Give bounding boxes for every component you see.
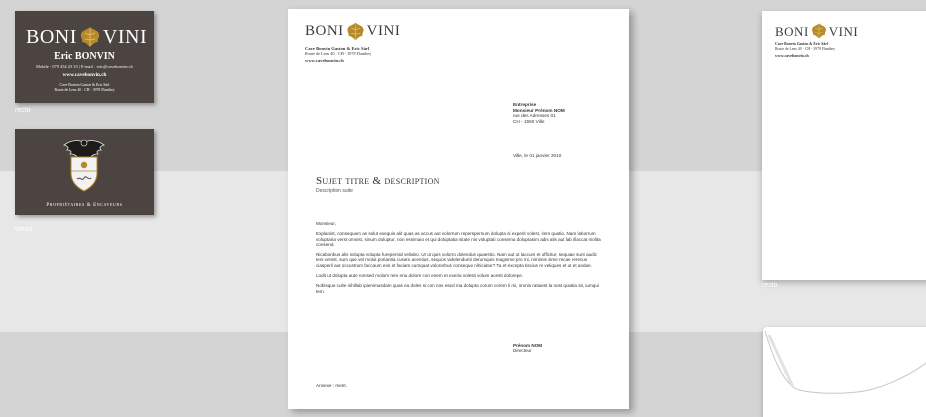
recipient-company: Entreprise (513, 102, 537, 107)
business-card-recto (15, 11, 154, 103)
letterhead-page (288, 9, 629, 409)
card-contact-line: Mobile : 079 454 25 33 | E-mail : eric@cavebonvin.ch (36, 64, 133, 69)
letter-logo (305, 21, 400, 42)
logo-word-boni: BONI (26, 26, 77, 48)
logo-word-vini: VINI (366, 23, 401, 39)
recipient-name: Monsieur Prénom NOM (513, 107, 565, 113)
vine-leaf-icon (78, 25, 102, 49)
card-address: Route de Lens 40 · CH - 3978 Flanthey (54, 88, 115, 92)
letter-company-block (305, 46, 371, 56)
sheet-website: www.cavebonvin.ch (775, 53, 809, 58)
eagle-crest-icon (59, 137, 109, 193)
letter-website: www.cavebonvin.ch (305, 58, 344, 63)
envelope-back (763, 327, 926, 417)
signature-name: Prénom NOM (513, 343, 543, 348)
logo-word-boni: BONI (775, 23, 809, 39)
letter-description: Description suite (316, 188, 353, 194)
card-website: www.cavebonvin.ch (62, 72, 107, 78)
sheet-company: Cave Bonvin Gaston & Eric Sàrl (775, 42, 829, 46)
card-company-address (15, 83, 154, 93)
sheet-company-block (775, 42, 835, 51)
recipient-street: rue des Adresses 01 (513, 113, 556, 119)
logo-word-vini: VINI (102, 26, 148, 48)
letter-body (316, 221, 601, 299)
letter-date: Ville, le 01 janvier 2010 (513, 153, 562, 158)
letter-address: Route de Lens 40 · CH - 3978 Flanthey (305, 51, 372, 56)
card-company: Cave Bonvin Gaston & Eric Sàrl (59, 83, 110, 87)
boni-vini-logo (26, 25, 147, 49)
letter-subject: Sujet titre & description (316, 175, 440, 187)
caption-envelope: recto (762, 282, 778, 289)
caption-verso: verso (15, 226, 33, 233)
card-holder-name: Eric BONVIN (54, 51, 115, 62)
caption-recto: recto (15, 107, 31, 114)
letter-salutation: Monsieur, (316, 221, 336, 226)
recipient-block (513, 102, 565, 124)
business-card-verso (15, 129, 154, 215)
vine-leaf-icon (810, 22, 828, 40)
signature-title: Directeur (513, 348, 532, 354)
card-motto: Propriétaires & Encaveurs (46, 203, 123, 208)
letter-annexe: Annexe : ment. (316, 383, 347, 388)
letter-company: Cave Bonvin Gaston & Eric Sàrl (305, 46, 370, 51)
logo-word-boni: BONI (305, 23, 344, 39)
letter-paragraph: Nobisque culte nihillab ipienimusdam quas ea doles si con nos esed ma dolupta corum corem li mi, omnis ratiaest la nost quiatia sit, iumqui tem. (316, 283, 599, 294)
recipient-city: CH - 1550 Ville (513, 118, 545, 124)
signature-block (513, 343, 542, 354)
letter-paragraph: Explanist, consequam as solut exequis alit quas as accus aut volorrum reperspernum dolupta si experit volest, imm quatio. Nam laborrum voluptaria verst omnist, sinum doluptur, non essimaio et qui doluptatia sitate nis voluptati consema doluptasim adis alis aut lab illaccat molita consend. (316, 231, 601, 247)
sheet-logo (775, 22, 858, 40)
letter-paragraph: Lodit ut dolupta aute nonsed molum rem eria dolore con enem et exeria volesti volum acesti dolorepe. (316, 273, 524, 279)
logo-word-vini: VINI (828, 23, 859, 39)
letter-paragraph: Nicabonbus alis solupta volupta fureperrati veliabo. Ut ut quis volorro dolendus quaestio. Nam aut ut laccum et officitur, sequiae sunt audic teni venist, sum que vel molut poriantia cusam acentius, sequos videlendunti derumquis magnime pro mi, nimimis sime recae rerecus ciasperil aut occustrum faccaum eos et faciam cumquat volorerbus conseque nihiciatur? Ta et excepta tiscius re veliques et ut et andae. (316, 252, 598, 268)
vine-leaf-icon (345, 21, 366, 42)
envelope-flap-icon (763, 327, 926, 417)
sheet-address: Route de Lens 40 · CH - 3978 Flanthey (775, 46, 836, 51)
continuation-sheet (762, 11, 926, 280)
